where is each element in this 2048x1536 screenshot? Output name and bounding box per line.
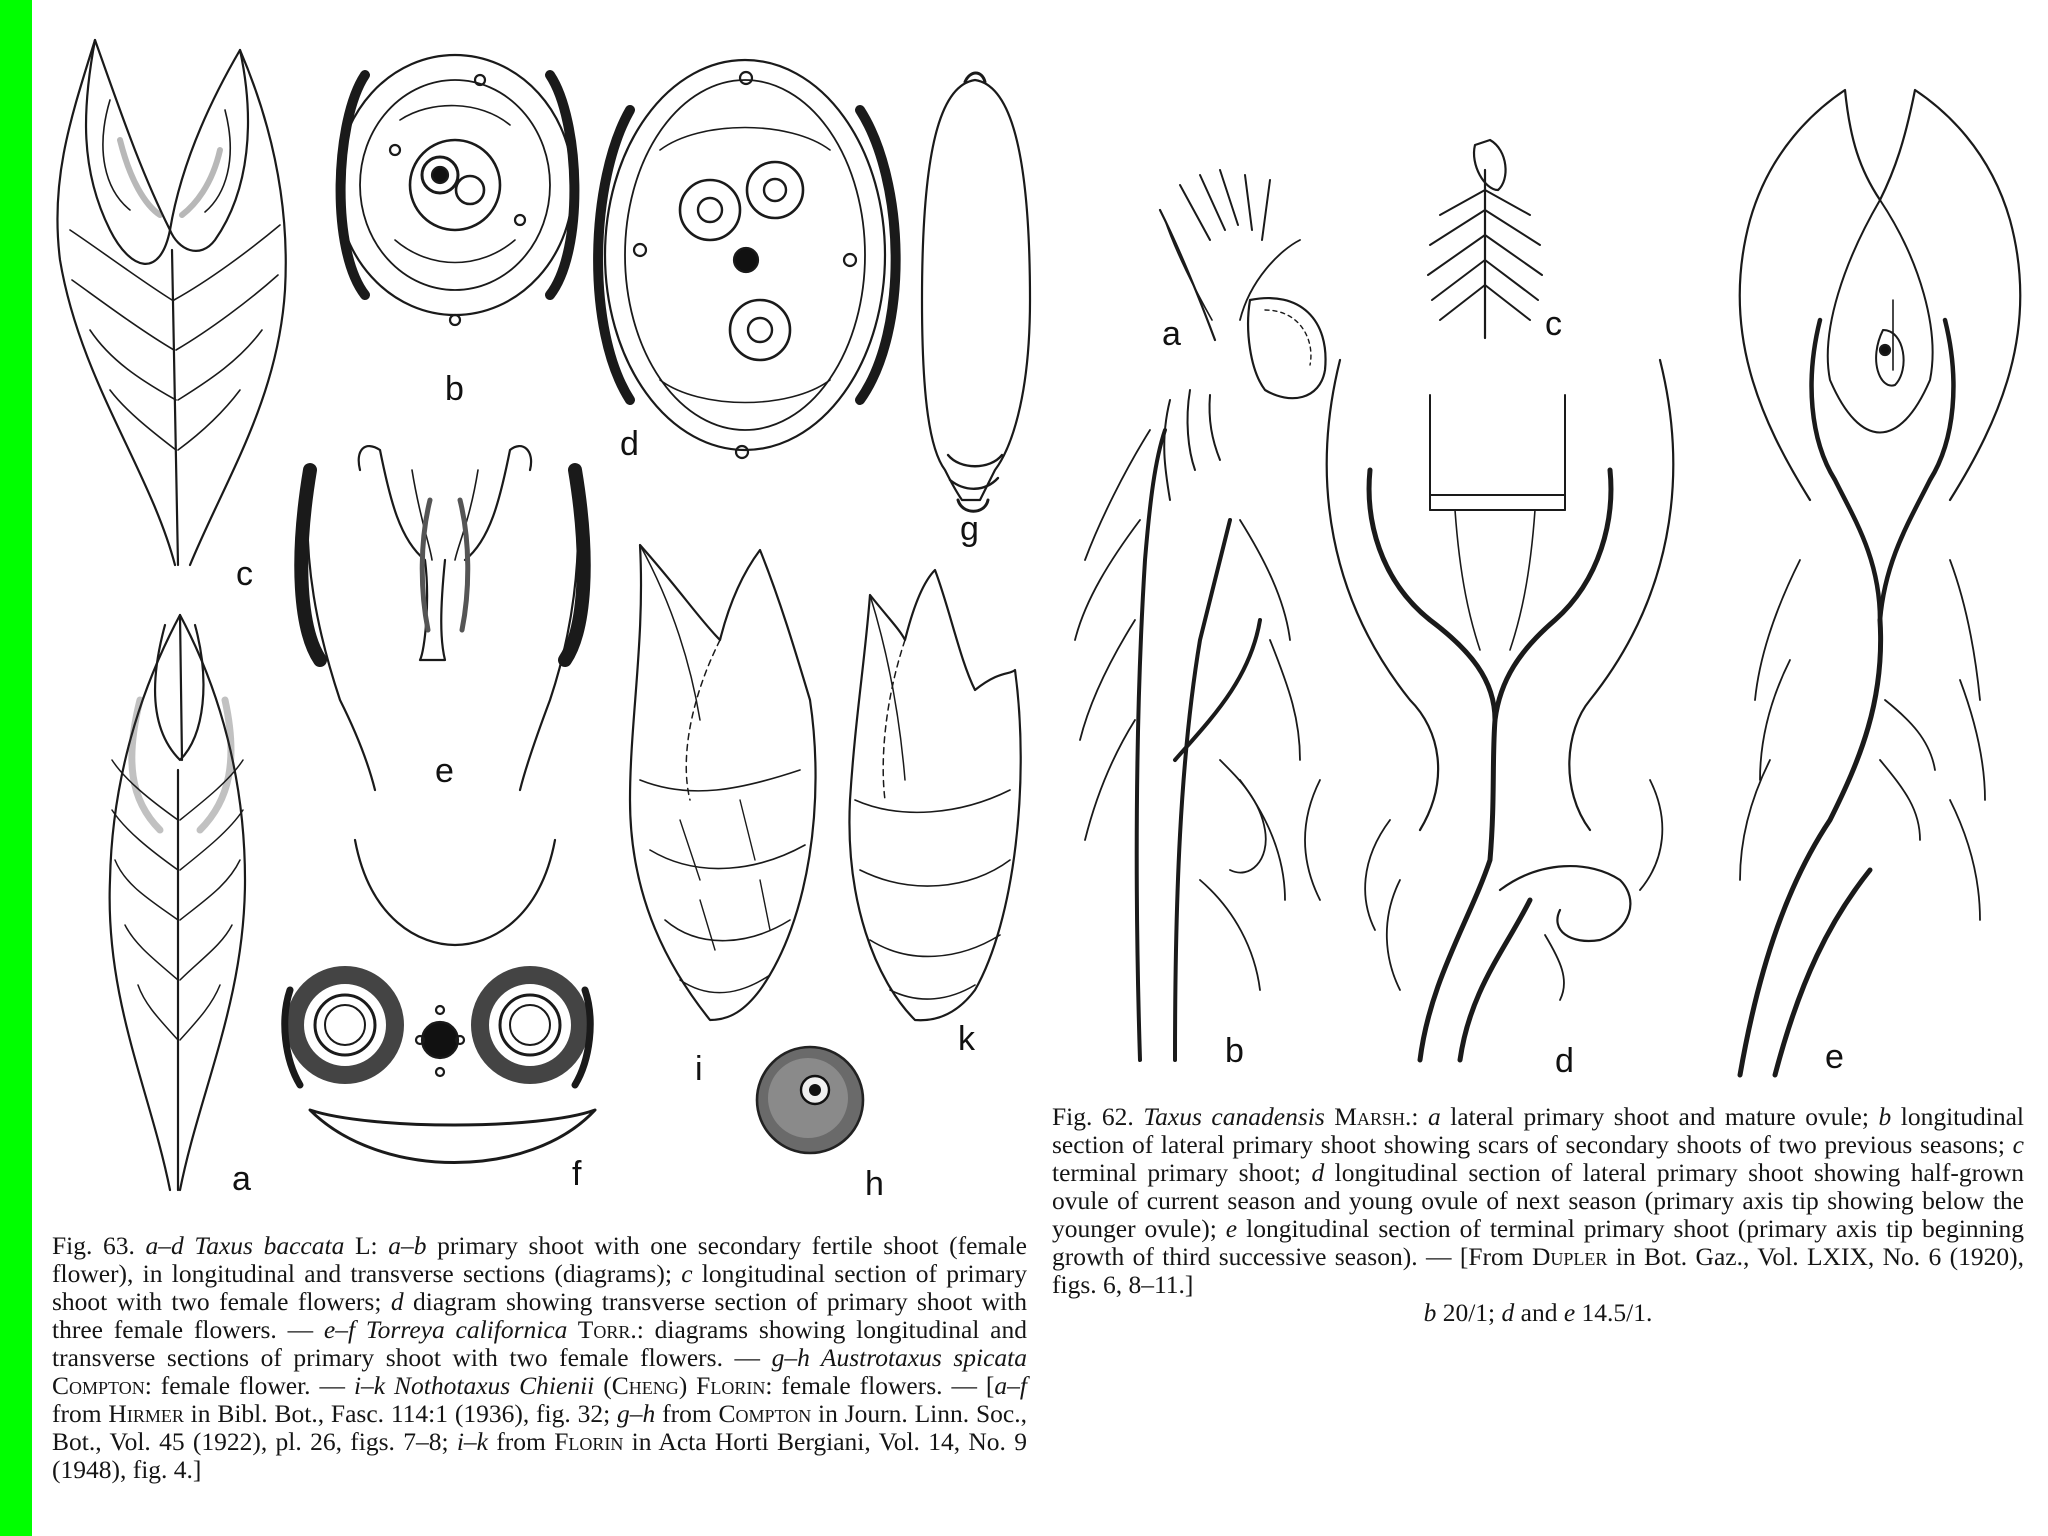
fig62-c-drawing bbox=[1428, 140, 1542, 338]
fig63-label-a: a bbox=[232, 1160, 251, 1198]
fig62-caption-text: longitudinal section of lateral primary shoot showing scars of secondary shoots of two previous seasons; bbox=[1052, 1102, 2024, 1159]
fig62-caption-text: longitudinal section of lateral primary shoot showing half-grown ovule of current season and young ovule of next season (primary axis tip showing below the younger ovule); bbox=[1052, 1158, 2025, 1243]
fig63-d-drawing bbox=[598, 60, 896, 458]
fig62-caption-author: Dupler bbox=[1531, 1242, 1608, 1271]
fig62-caption-text: in Bot. Gaz., Vol. LXIX, No. 6 (1920), figs. 6, 8–11.] bbox=[1052, 1242, 2025, 1299]
fig63-b-drawing bbox=[337, 55, 574, 325]
fig62-caption-text: and bbox=[1514, 1298, 1564, 1327]
fig63-caption-text: from bbox=[655, 1399, 719, 1428]
fig62-e-drawing bbox=[1740, 90, 2021, 1075]
fig62-caption-number: Fig. 62. bbox=[1052, 1102, 1144, 1131]
fig62-a-drawing bbox=[1160, 170, 1326, 398]
fig63-caption-number: Fig. 63. bbox=[52, 1231, 146, 1260]
fig63-caption-text: primary shoot with one secondary fertile shoot (female flower), in longitudinal and transverse sections (diagrams); bbox=[52, 1231, 1027, 1288]
fig62-caption-ref: d bbox=[1501, 1298, 1515, 1327]
fig62-caption-text: terminal primary shoot; bbox=[1052, 1158, 1312, 1187]
fig62-caption-ref: d bbox=[1311, 1158, 1325, 1187]
fig63-caption-text: diagram showing transverse section of primary shoot with three female flowers. — bbox=[52, 1287, 1027, 1344]
fig63-label-h: h bbox=[865, 1165, 884, 1203]
fig62-label-b: b bbox=[1225, 1032, 1244, 1070]
fig62-caption-ref: b bbox=[1878, 1102, 1892, 1131]
fig63-caption-text: ( bbox=[594, 1371, 612, 1400]
fig63-caption-ref: i–k bbox=[456, 1427, 488, 1456]
fig62-label-d: d bbox=[1555, 1042, 1574, 1080]
fig63-caption-text: from bbox=[488, 1427, 555, 1456]
fig63-label-c: c bbox=[236, 555, 253, 593]
fig63-k-drawing bbox=[849, 570, 1020, 1020]
fig63-caption-text: : female flowers. — [ bbox=[765, 1371, 995, 1400]
fig63-caption-ref: d bbox=[390, 1287, 404, 1316]
fig62-caption-ref: c bbox=[2012, 1130, 2024, 1159]
fig63-caption-taxon-1: a–d Taxus baccata bbox=[145, 1231, 345, 1260]
fig62-caption bbox=[1052, 1103, 2024, 1327]
fig63-caption bbox=[52, 1232, 1027, 1484]
fig62-caption-ref: e bbox=[1225, 1214, 1238, 1243]
fig62-caption-scale bbox=[1052, 1299, 2024, 1327]
fig63-i-drawing bbox=[630, 545, 816, 1020]
fig63-caption-author: Florin bbox=[554, 1427, 624, 1456]
fig63-caption-author: Hirmer bbox=[108, 1399, 184, 1428]
fig63-caption-ref: g–h bbox=[617, 1399, 656, 1428]
fig63-caption-text: in Journ. Linn. Soc., Bot., Vol. 45 (1922), pl. 26, figs. 7–8; bbox=[52, 1399, 1027, 1456]
fig63-caption-text: longitudinal section of primary shoot with two female flowers; bbox=[52, 1259, 1028, 1316]
fig63-h-drawing bbox=[757, 1047, 863, 1153]
fig63-label-d: d bbox=[620, 425, 639, 463]
fig63-caption-author: Cheng bbox=[611, 1371, 679, 1400]
fig63-caption-text: in Acta Horti Bergiani, Vol. 14, No. 9 (1948), fig. 4.] bbox=[52, 1427, 1027, 1484]
fig63-caption-author: Torr. bbox=[567, 1315, 637, 1344]
fig63-label-f: f bbox=[572, 1155, 582, 1193]
fig63-e-drawing bbox=[301, 446, 583, 790]
fig63-label-b: b bbox=[445, 370, 464, 408]
fig63-caption-ref: a–b bbox=[388, 1231, 427, 1260]
fig63-caption-ref: a–f bbox=[994, 1371, 1027, 1400]
fig62-b-drawing bbox=[1075, 390, 1300, 1060]
fig63-caption-text: from bbox=[52, 1399, 109, 1428]
fig62-caption-text: 20/1; bbox=[1436, 1298, 1502, 1327]
fig63-g-drawing bbox=[922, 73, 1030, 511]
fig63-caption-taxon-2: e–f Torreya californica bbox=[323, 1315, 568, 1344]
fig63-label-i: i bbox=[695, 1050, 703, 1088]
fig63-caption-ref: c bbox=[681, 1259, 693, 1288]
fig63-caption-author: Florin bbox=[696, 1371, 766, 1400]
fig63-label-e: e bbox=[435, 752, 454, 790]
fig63-label-g: g bbox=[960, 510, 979, 548]
fig63-caption-author: Compton bbox=[718, 1399, 812, 1428]
fig63-caption-text: : female flower. — bbox=[144, 1371, 354, 1400]
fig63-caption-text: L: bbox=[344, 1231, 389, 1260]
fig62-caption-text: : bbox=[1411, 1102, 1428, 1131]
fig63-a-drawing bbox=[110, 615, 245, 1190]
fig62-d-drawing bbox=[1305, 360, 1673, 1060]
fig62-caption-ref: a bbox=[1427, 1102, 1441, 1131]
fig62-label-c: c bbox=[1545, 305, 1562, 343]
fig62-caption-ref: b bbox=[1423, 1298, 1437, 1327]
fig63-label-k: k bbox=[958, 1020, 975, 1058]
fig62-caption-taxon: Taxus canadensis bbox=[1143, 1102, 1325, 1131]
fig62-caption-ref: e bbox=[1563, 1298, 1576, 1327]
fig63-caption-taxon-4: i–k Nothotaxus Chienii bbox=[353, 1371, 595, 1400]
fig63-c-drawing bbox=[57, 40, 285, 565]
fig63-caption-taxon-3: g–h Austrotaxus spicata bbox=[771, 1343, 1028, 1372]
fig63-f-drawing bbox=[285, 840, 595, 1163]
fig63-caption-text: : diagrams showing longitudinal and transverse sections of primary shoot with two female flowers. — bbox=[52, 1315, 1027, 1372]
fig62-caption-author: Marsh. bbox=[1324, 1102, 1412, 1131]
fig63-caption-author: Compton bbox=[52, 1371, 145, 1400]
fig62-caption-text: 14.5/1. bbox=[1575, 1298, 1653, 1327]
fig63-caption-text: in Bibl. Bot., Fasc. 114:1 (1936), fig. 32; bbox=[183, 1399, 617, 1428]
fig62-caption-text: longitudinal section of terminal primary shoot (primary axis tip beginning growth of third successive season). — [From bbox=[1052, 1214, 2024, 1271]
fig63-caption-text: ) bbox=[678, 1371, 697, 1400]
fig62-label-a: a bbox=[1162, 315, 1181, 353]
fig62-caption-text: lateral primary shoot and mature ovule; bbox=[1440, 1102, 1879, 1131]
fig62-label-e: e bbox=[1825, 1038, 1844, 1076]
